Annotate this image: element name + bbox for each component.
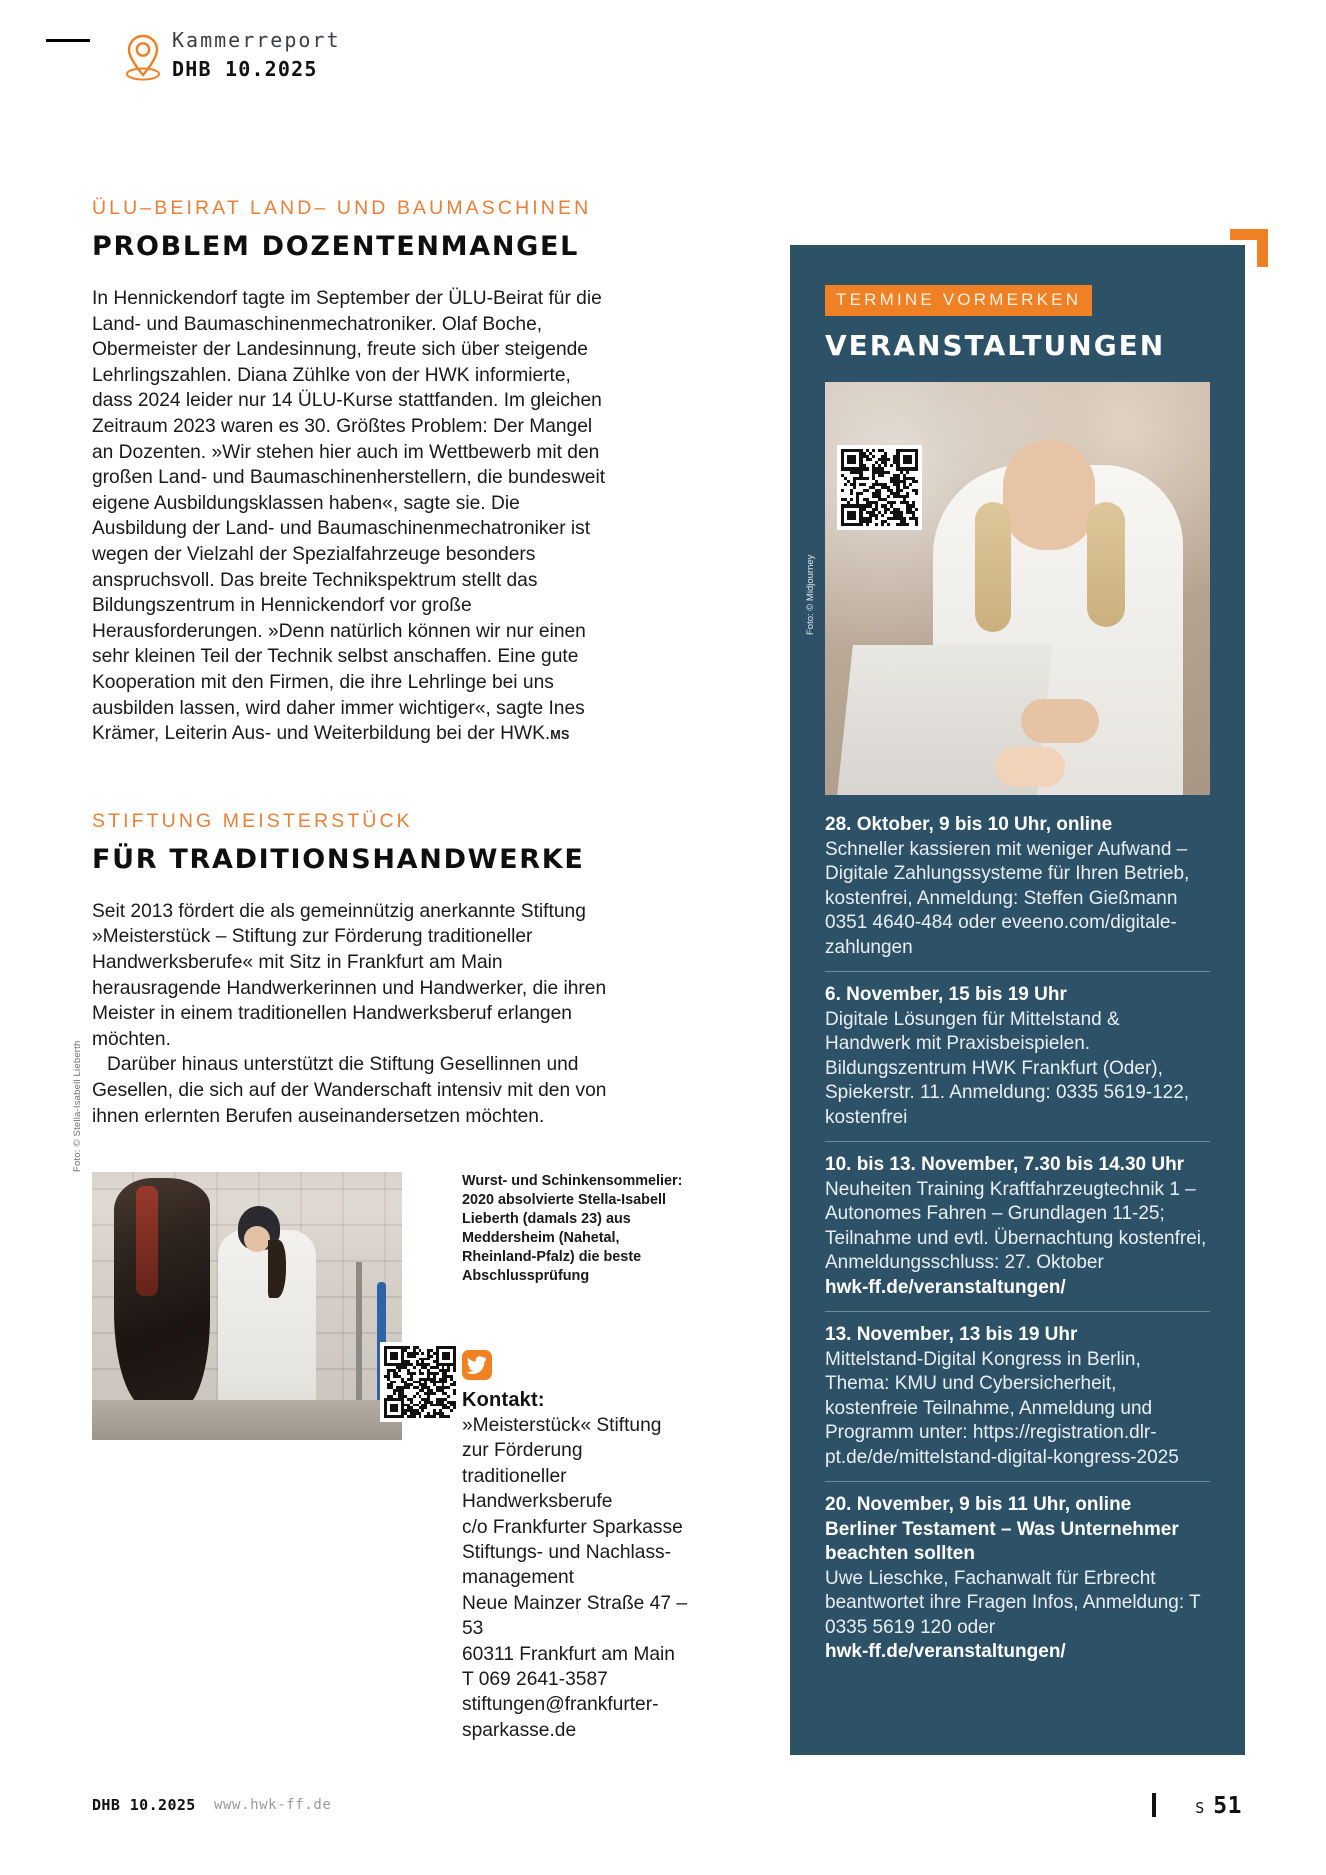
event-link[interactable]: hwk-ff.de/veranstaltungen/ <box>825 1641 1066 1662</box>
kontakt-block <box>462 1350 692 1743</box>
kontakt-line: »Meisterstück« Stiftung <box>462 1415 662 1436</box>
page-number-value: 51 <box>1213 1793 1242 1819</box>
event-item <box>825 1493 1210 1676</box>
page-prefix: S <box>1195 1799 1205 1817</box>
kontakt-line: sparkasse.de <box>462 1719 577 1741</box>
person-head <box>1003 440 1095 550</box>
event-link[interactable]: hwk-ff.de/veranstaltungen/ <box>825 1276 1066 1298</box>
qr-cell <box>915 523 918 526</box>
event-item <box>825 1323 1210 1482</box>
article-stiftung-meisterstueck <box>92 809 612 1129</box>
event-when-secondary: Berliner Testament – Was Unternehmer beachten sollten <box>825 1518 1179 1564</box>
event-description: Uwe Lieschke, Fachanwalt für Erbrecht beantwortet ihre Fragen Infos, Anmeldung: T 0335 5619 120 oder <box>825 1567 1201 1638</box>
person-hand-right <box>1021 699 1099 743</box>
worker-hair <box>268 1240 286 1298</box>
event-item <box>825 983 1210 1142</box>
article2-kicker: STIFTUNG MEISTERSTÜCK <box>92 809 413 832</box>
event-item <box>825 1153 1210 1312</box>
article1-headline: PROBLEM DOZENTENMANGEL <box>92 231 580 263</box>
event-when: 20. November, 9 bis 11 Uhr, online <box>825 1494 1132 1515</box>
qr-code-icon[interactable] <box>380 1342 460 1422</box>
panel-photo-credit: Foto: © Midjourney <box>805 554 816 635</box>
article2-headline: FÜR TRADITIONSHANDWERKE <box>92 844 585 876</box>
panel-photo <box>825 382 1210 795</box>
kontakt-line: stiftungen@frankfurter- <box>462 1694 659 1716</box>
event-when: 6. November, 15 bis 19 Uhr <box>825 984 1067 1005</box>
kontakt-line: Handwerksberufe <box>462 1491 613 1513</box>
photo-credit: Foto: © Stella-Isabell Lieberth <box>72 1040 83 1172</box>
article2-paragraph-1: Seit 2013 fördert die als gemeinnützig anerkannte Stiftung »Meisterstück – Stiftung zur Förderung traditioneller Handwerksberufe« mit Sitz in Frankfurt am Main herausragende Handwerkerinnen und Handwerker, die ihren Meister in einem traditionellen Handwerksberuf erlangen möchten. <box>92 900 607 1050</box>
floor <box>92 1400 402 1440</box>
header-kicker: Kammerreport <box>172 28 341 52</box>
event-description: Schneller kassieren mit weniger Aufwand – Digitale Zahlungssysteme für Ihren Betrieb, kostenfrei, Anmeldung: Steffen Gießmann 0351 4640-484 oder eveeno.com/digitale-zahlungen <box>825 838 1190 958</box>
panel-title: VERANSTALTUNGEN <box>825 329 1166 362</box>
header-rule <box>46 39 90 42</box>
qr-code-icon[interactable] <box>837 445 922 530</box>
event-description: Mittelstand-Digital Kongress in Berlin, Thema: KMU und Cybersicherheit, kostenfreie Teilnahme, Anmeldung und Programm unter: https://registration.dlr-pt.de/de/mittelstand-digital-kongress-2025 <box>825 1348 1179 1468</box>
location-pin-icon <box>122 32 164 82</box>
article2-body <box>92 899 612 1129</box>
events-panel <box>790 245 1245 1755</box>
article1-byline: MS <box>550 728 570 743</box>
page-number <box>1195 1793 1242 1819</box>
footer-rule <box>1152 1793 1156 1817</box>
event-description: Neuheiten Training Kraftfahrzeugtechnik 1 – Autonomes Fahren – Grundlagen 11-25; Teilnahme und evtl. Übernachtung kostenfrei, Anmeldungsschluss: 27. Oktober <box>825 1178 1207 1273</box>
butcher-photo <box>92 1172 402 1440</box>
kontakt-line: 60311 Frankfurt am Main <box>462 1643 675 1665</box>
event-when: 10. bis 13. November, 7.30 bis 14.30 Uhr <box>825 1154 1185 1175</box>
carcass-cut <box>136 1186 158 1296</box>
person-hair-left <box>975 502 1011 632</box>
worker-face <box>244 1226 270 1252</box>
article1-paragraph: In Hennickendorf tagte im September der ÜLU-Beirat für die Land- und Baumaschinenmechatroniker. Olaf Boche, Obermeister der Landesinnung, freute sich über steigende Lehrlingszahlen. Diana Zühlke von der HWK informierte, dass 2024 leider nur 14 ÜLU-Kurse stattfanden. Im gleichen Zeitraum 2023 waren es 30. Größtes Problem: Der Mangel an Dozenten. »Wir stehen hier auch im Wettbewerb mit den großen Land- und Baumaschinenherstellern, die bundesweit eigene Ausbildungsklassen haben«, sagte sie. Die Ausbildung der Land- und Baumaschinenmechatroniker ist wegen der Vielzahl der Spezialfahrzeuge besonders anspruchsvoll. Das breite Technikspektrum stellt das Bildungszentrum in Hennickendorf vor große Herausforderungen. »Denn natürlich können wir nur einen sehr kleinen Teil der Technik selbst anschaffen. Eine gute Kooperation mit den Firmen, die ihre Lehrlinge bei uns ausbilden lassen, wird daher immer wichtiger«, sagte Ines Krämer, Leiterin Aus- und Weiterbildung bei der HWK. <box>92 288 606 745</box>
panel-badge: TERMINE VORMERKEN <box>825 285 1092 316</box>
photo-caption: Wurst- und Schinkensommelier: 2020 absolvierte Stella-Isabell Lieberth (damals 23) aus Meddersheim (Nahetal, Rheinland-Pfalz) die beste Abschlussprüfung <box>462 1173 683 1284</box>
events-list <box>825 813 1210 1687</box>
event-item <box>825 813 1210 972</box>
event-when: 13. November, 13 bis 19 Uhr <box>825 1324 1078 1345</box>
kontakt-line: c/o Frankfurter Sparkasse <box>462 1516 683 1538</box>
qr-cell <box>453 1415 456 1418</box>
kontakt-title: Kontakt: <box>462 1389 545 1411</box>
footer-url: www.hwk-ff.de <box>214 1797 332 1813</box>
article-dozentenmangel <box>92 196 612 749</box>
article1-body <box>92 286 612 749</box>
footer-issue: DHB 10.2025 <box>92 1796 196 1814</box>
article1-kicker: ÜLU–BEIRAT LAND– UND BAUMASCHINEN <box>92 197 592 219</box>
kontakt-line: zur Förderung traditioneller <box>462 1440 583 1487</box>
header-issue: DHB 10.2025 <box>172 57 318 81</box>
kontakt-line: Stiftungs- und Nachlass- <box>462 1542 672 1564</box>
carcass <box>114 1178 210 1408</box>
event-when: 28. Oktober, 9 bis 10 Uhr, online <box>825 814 1113 835</box>
kontakt-line: T 069 2641-3587 <box>462 1669 608 1691</box>
left-column <box>92 196 612 1129</box>
page-header <box>46 28 1286 88</box>
event-description: Digitale Lösungen für Mittelstand & Handwerk mit Praxisbeispielen. Bildungszentrum HWK Frankfurt (Oder), Spiekerstr. 11. Anmeldung: 0335 5619-122, kostenfrei <box>825 1008 1190 1128</box>
person-hair-right <box>1087 502 1125 627</box>
page-footer <box>92 1793 1242 1819</box>
bird-icon <box>462 1350 492 1380</box>
kontakt-line: management <box>462 1567 574 1589</box>
kontakt-line: Neue Mainzer Straße 47 – 53 <box>462 1592 688 1640</box>
kontakt-lines <box>462 1413 692 1743</box>
person-hand-left <box>995 747 1065 787</box>
article2-paragraph-2: Darüber hinaus unterstützt die Stiftung Gesellinnen und Gesellen, die sich auf der Wanderschaft intensiv mit den von ihnen erlernten Berufen auseinandersetzen möchten. <box>92 1054 607 1127</box>
